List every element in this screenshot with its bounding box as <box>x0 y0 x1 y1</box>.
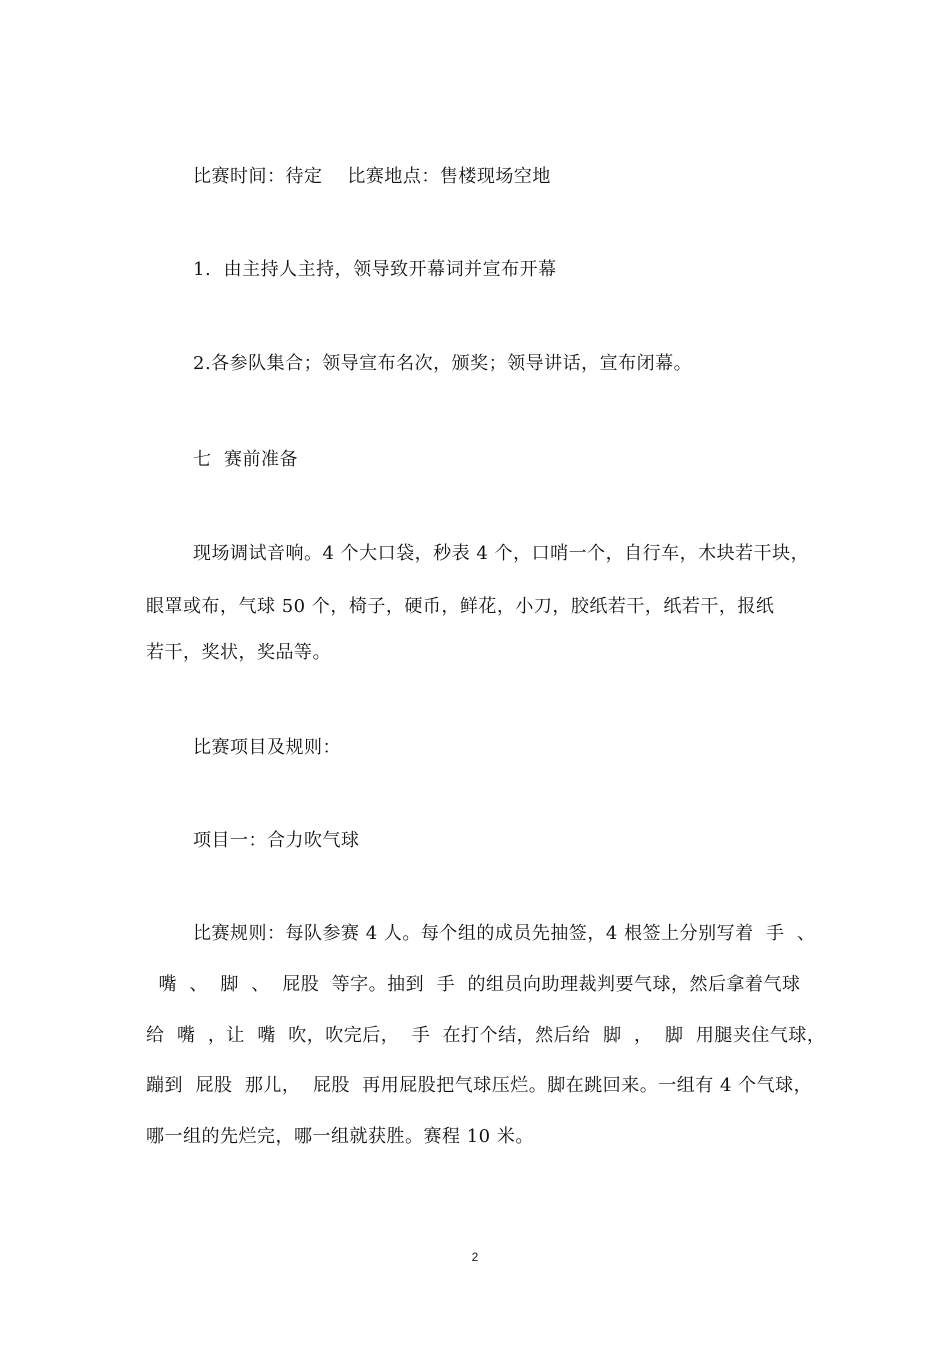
step-2-closing: 2.各参队集合；领导宣布名次，颁奖；领导讲话，宣布闭幕。 <box>193 353 693 374</box>
competition-time-location: 比赛时间：待定 比赛地点：售楼现场空地 <box>193 166 551 187</box>
rules-paragraph-line-4: 蹦到 屁股 那儿， 屁股 再用屁股把气球压烂。脚在跳回来。一组有 4 个气球， <box>146 1075 813 1096</box>
rules-heading: 比赛项目及规则： <box>193 737 341 758</box>
page-number: 2 <box>471 1250 479 1264</box>
rules-paragraph-line-2: 嘴 、 脚 、 屁股 等字。抽到 手 的组员向助理裁判要气球，然后拿着气球 <box>146 974 801 995</box>
step-1-opening: 1. 由主持人主持，领导致开幕词并宣布开幕 <box>193 259 557 280</box>
rules-paragraph-line-1: 比赛规则：每队参赛 4 人。每个组的成员先抽签，4 根签上分别写着 手 、 <box>193 923 816 944</box>
preparation-paragraph-line-3: 若干，奖状，奖品等。 <box>146 642 331 663</box>
preparation-paragraph-line-2: 眼罩或布，气球 50 个，椅子，硬币，鲜花，小刀，胶纸若干，纸若干，报纸 <box>146 596 775 617</box>
preparation-paragraph-line-1: 现场调试音响。4 个大口袋，秒表 4 个，口哨一个，自行车，木块若干块， <box>193 543 810 564</box>
event-one-title: 项目一：合力吹气球 <box>193 830 360 851</box>
rules-paragraph-line-5: 哪一组的先烂完，哪一组就获胜。赛程 10 米。 <box>146 1126 534 1147</box>
section-heading-preparation: 七 赛前准备 <box>193 449 298 470</box>
rules-paragraph-line-3: 给 嘴 ，让 嘴 吹，吹完后， 手 在打个结，然后给 脚 ， 脚 用腿夹住气球， <box>146 1025 826 1046</box>
